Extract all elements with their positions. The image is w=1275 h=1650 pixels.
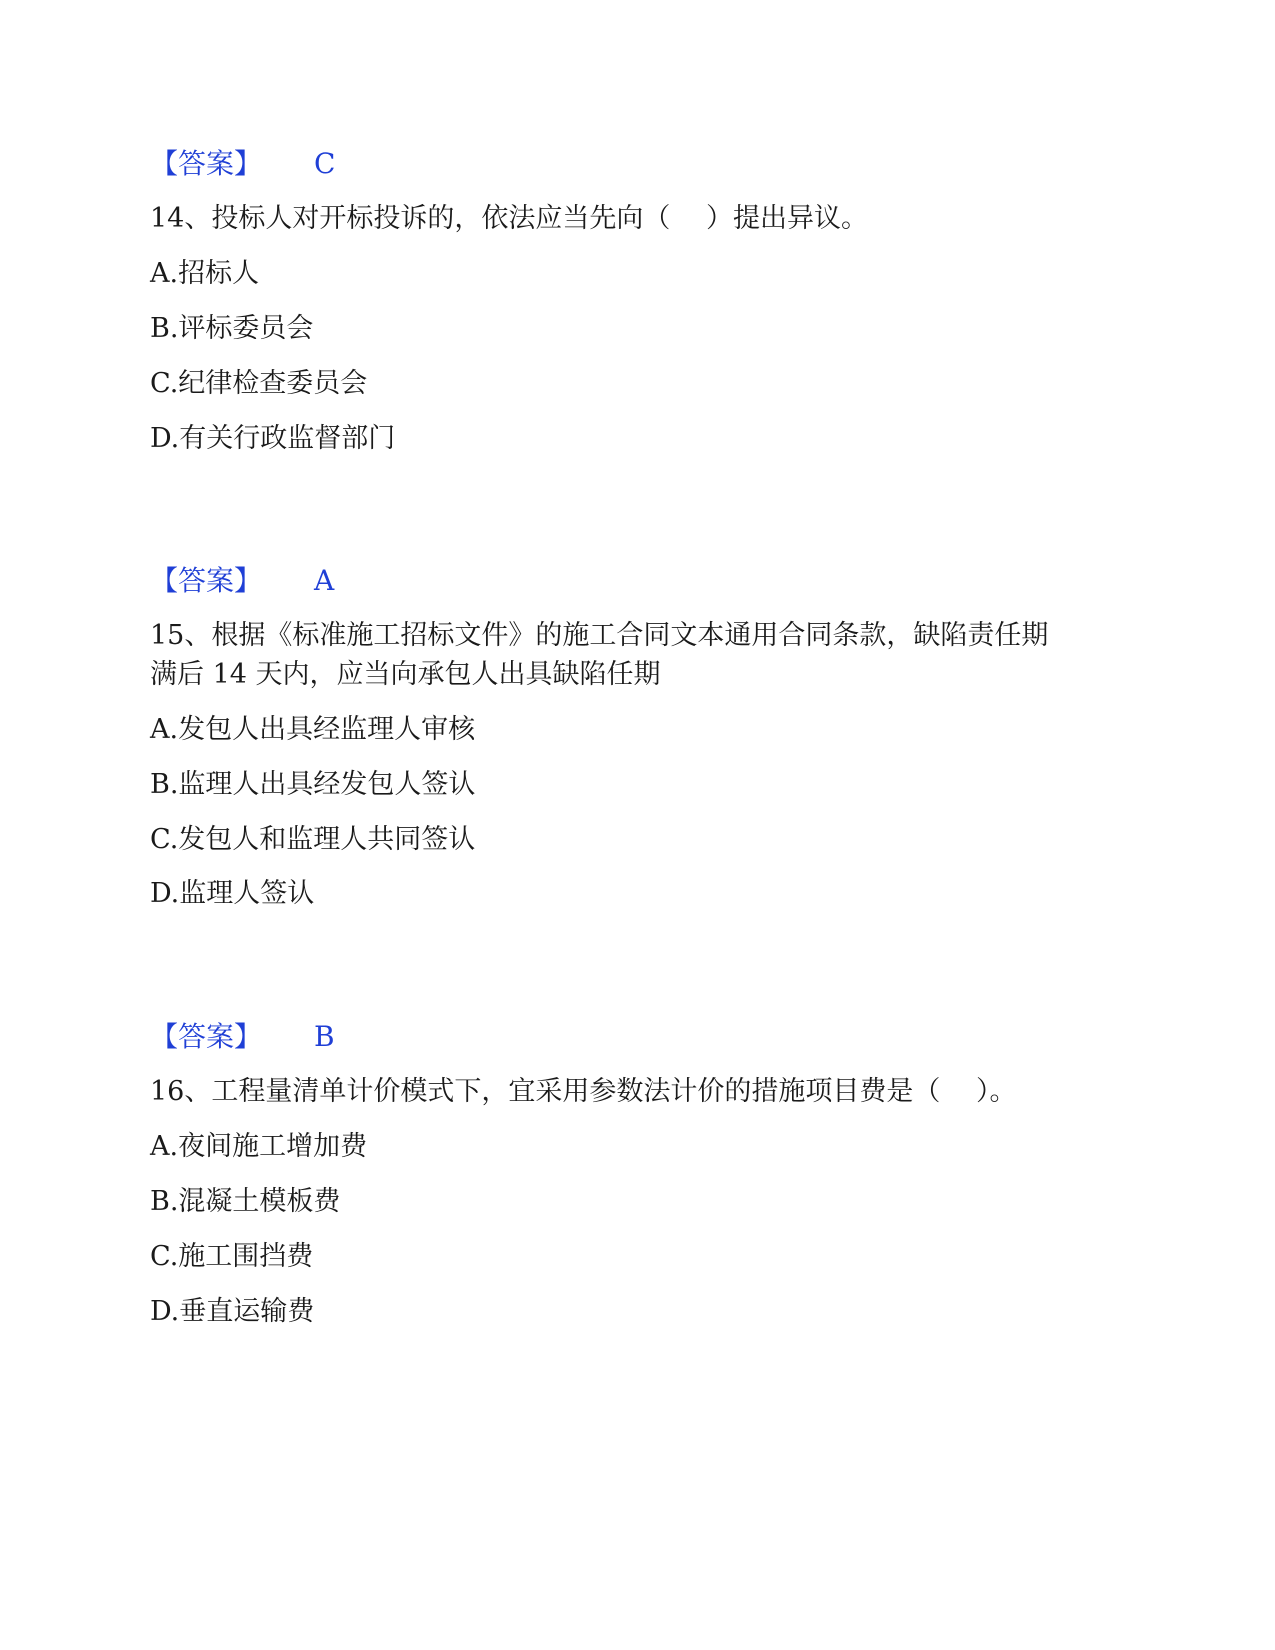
option-b: B.混凝土模板费: [150, 1186, 341, 1217]
option-c: C.施工围挡费: [150, 1241, 314, 1272]
question-text-continued: 满后 14 天内，应当向承包人出具缺陷任期: [150, 659, 661, 690]
answer-label: 【答案】: [150, 1020, 263, 1053]
option-a: A.发包人出具经监理人审核: [150, 714, 476, 745]
option-c: C.纪律检查委员会: [150, 368, 368, 399]
answer-value: B: [314, 1020, 335, 1053]
answer-line: [150, 563, 334, 599]
question-text: 15、根据《标准施工招标文件》的施工合同文本通用合同条款，缺陷责任期: [150, 620, 1049, 651]
option-b: B.评标委员会: [150, 313, 314, 344]
option-d: D.垂直运输费: [150, 1296, 315, 1327]
option-b: B.监理人出具经发包人签认: [150, 769, 476, 800]
answer-label: 【答案】: [150, 564, 263, 597]
option-a: A.夜间施工增加费: [150, 1131, 368, 1162]
question-text: 16、工程量清单计价模式下，宜采用参数法计价的措施项目费是（ ）。: [150, 1076, 1017, 1107]
answer-line: [150, 146, 335, 182]
option-d: D.有关行政监督部门: [150, 423, 396, 454]
option-a: A.招标人: [150, 258, 260, 289]
option-d: D.监理人签认: [150, 878, 315, 909]
answer-value: A: [314, 564, 335, 597]
option-c: C.发包人和监理人共同签认: [150, 824, 476, 855]
question-text: 14、投标人对开标投诉的，依法应当先向（ ）提出异议。: [150, 203, 868, 234]
answer-label: 【答案】: [150, 147, 263, 180]
answer-line: [150, 1019, 335, 1055]
answer-value: C: [314, 147, 336, 180]
